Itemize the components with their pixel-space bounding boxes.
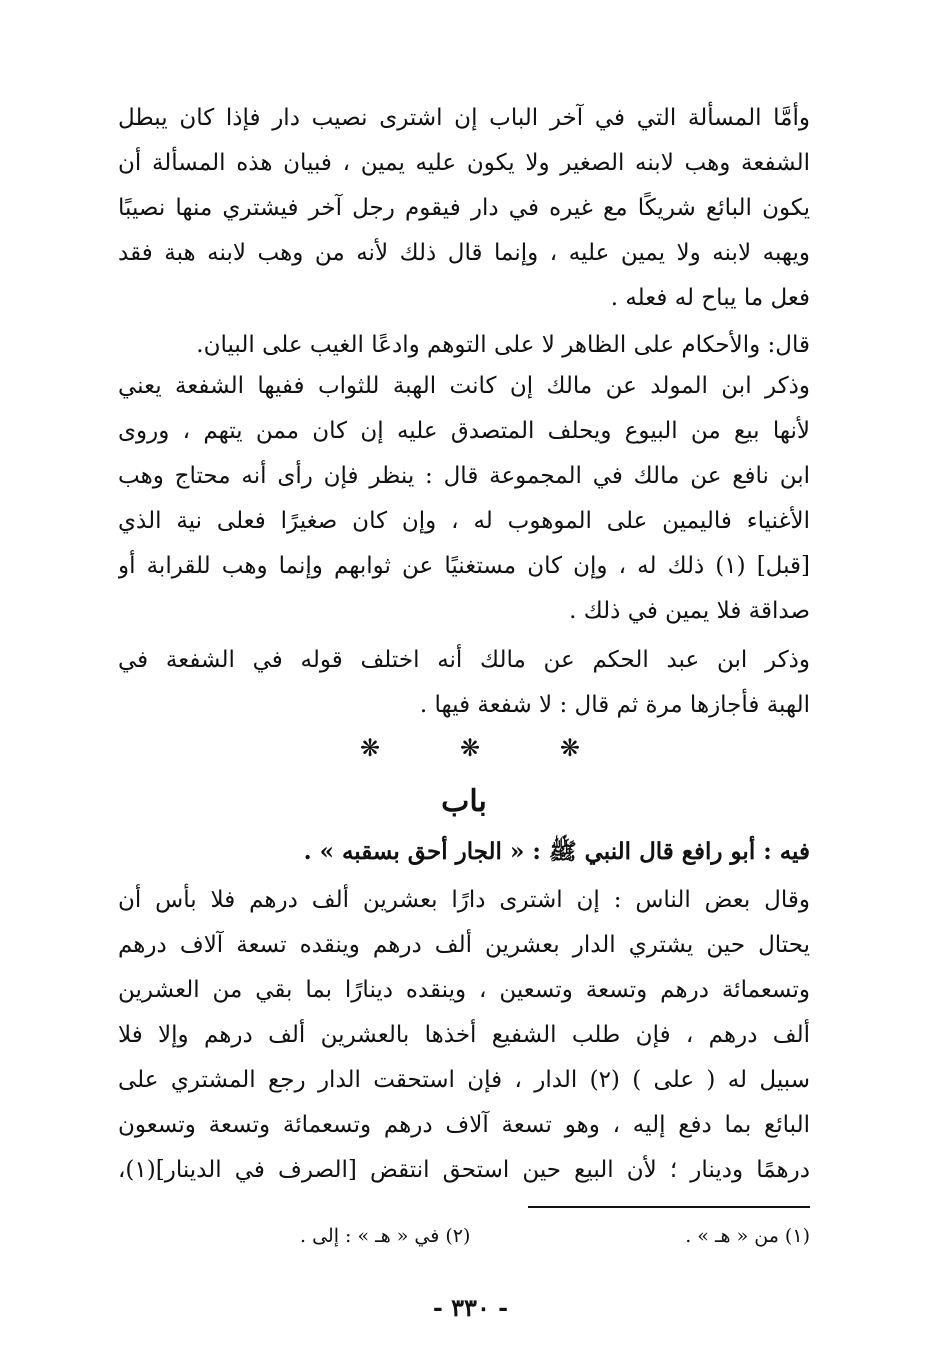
text-line: وتسعمائة درهم وتسعة وتسعين ، وينقده دينارًا بما بقي من العشرين [118, 977, 810, 1003]
star-ornament-icon: ❋ [459, 734, 481, 762]
text-line: البائع بما دفع إليه ، وهو تسعة آلاف درهم وتسعمائة وتسعة وتسعون [118, 1112, 810, 1138]
star-ornament-icon: ❋ [360, 734, 381, 762]
text-line: يحتال حين يشتري الدار بعشرين ألف درهم وينقده تسعة آلاف درهم [118, 932, 810, 958]
text-line: الأغنياء فاليمين على الموهوب له ، وإن كان صغيرًا فعلى نية الذي [118, 508, 810, 534]
hadith-heading: فيه : أبو رافع قال النبي ﷺ : « الجار أحق بسقبه » . [303, 838, 810, 865]
paragraph-5 [118, 878, 810, 1193]
footnote-2: (٢) في « هـ » : إلى . [300, 1225, 471, 1247]
text-line: وذكر ابن عبد الحكم عن مالك أنه اختلف قوله في الشفعة في [118, 647, 810, 673]
text-line: الشفعة وهب لابنه الصغير ولا يكون عليه يمين ، فبيان هذه المسألة أن [118, 150, 810, 176]
footnote-1: (١) من « هـ » . [685, 1225, 810, 1247]
text-line: قال: والأحكام على الظاهر لا على التوهم وادعًا الغيب على البيان. [196, 332, 810, 358]
paragraph-3 [118, 364, 810, 634]
paragraph-4 [118, 638, 810, 728]
text-line: فعل ما يباح له فعله . [610, 285, 810, 311]
text-line: يكون البائع شريكًا مع غيره في دار فيقوم رجل آخر فيشتري منها نصيبًا [118, 195, 810, 221]
text-line: وذكر ابن المولد عن مالك إن كانت الهبة للثواب ففيها الشفعة يعني [118, 373, 810, 399]
text-line: وقال بعض الناس : إن اشترى دارًا بعشرين ألف درهم فلا بأس أن [118, 887, 810, 913]
text-line: [قبل] (١) ذلك له ، وإن كان مستغنيًا عن ثوابهم وإنما وهب للقرابة أو [118, 553, 810, 579]
text-line: سبيل له ( على ) (٢) الدار ، فإن استحقت الدار رجع المشتري على [118, 1067, 810, 1093]
text-line: الهبة فأجازها مرة ثم قال : لا شفعة فيها . [419, 692, 810, 718]
text-line: درهمًا ودينار ؛ لأن البيع حين استحق انتقض [الصرف في الدينار](١)، [118, 1157, 810, 1183]
text-line: ألف درهم ، فإن طلب الشفيع أخذها بالعشرين ألف درهم وإلا فلا [118, 1022, 810, 1048]
star-ornament-icon: ❋ [559, 734, 580, 762]
text-line: لأنها بيع من البيوع ويحلف المتصدق عليه إن كان ممن يتهم ، وروى [118, 418, 810, 444]
chapter-title: باب [441, 784, 487, 819]
text-line: ابن نافع عن مالك في المجموعة قال : ينظر فإن رأى أنه محتاج وهب [118, 463, 810, 489]
footnotes [300, 1218, 810, 1254]
text-line: صداقة فلا يمين في ذلك . [569, 598, 810, 624]
footnote-divider [528, 1206, 810, 1208]
paragraph-1 [118, 96, 810, 321]
page-number: - ٣٣٠ - [432, 1293, 509, 1322]
section-separator [360, 728, 580, 768]
text-line: وأمَّا المسألة التي في آخر الباب إن اشترى نصيب دار فإذا كان يبطل [118, 105, 810, 131]
text-line: ويهبه لابنه ولا يمين عليه ، وإنما قال ذلك لأنه من وهب لابنه هبة فقد [118, 240, 810, 266]
paragraph-2 [118, 323, 810, 368]
